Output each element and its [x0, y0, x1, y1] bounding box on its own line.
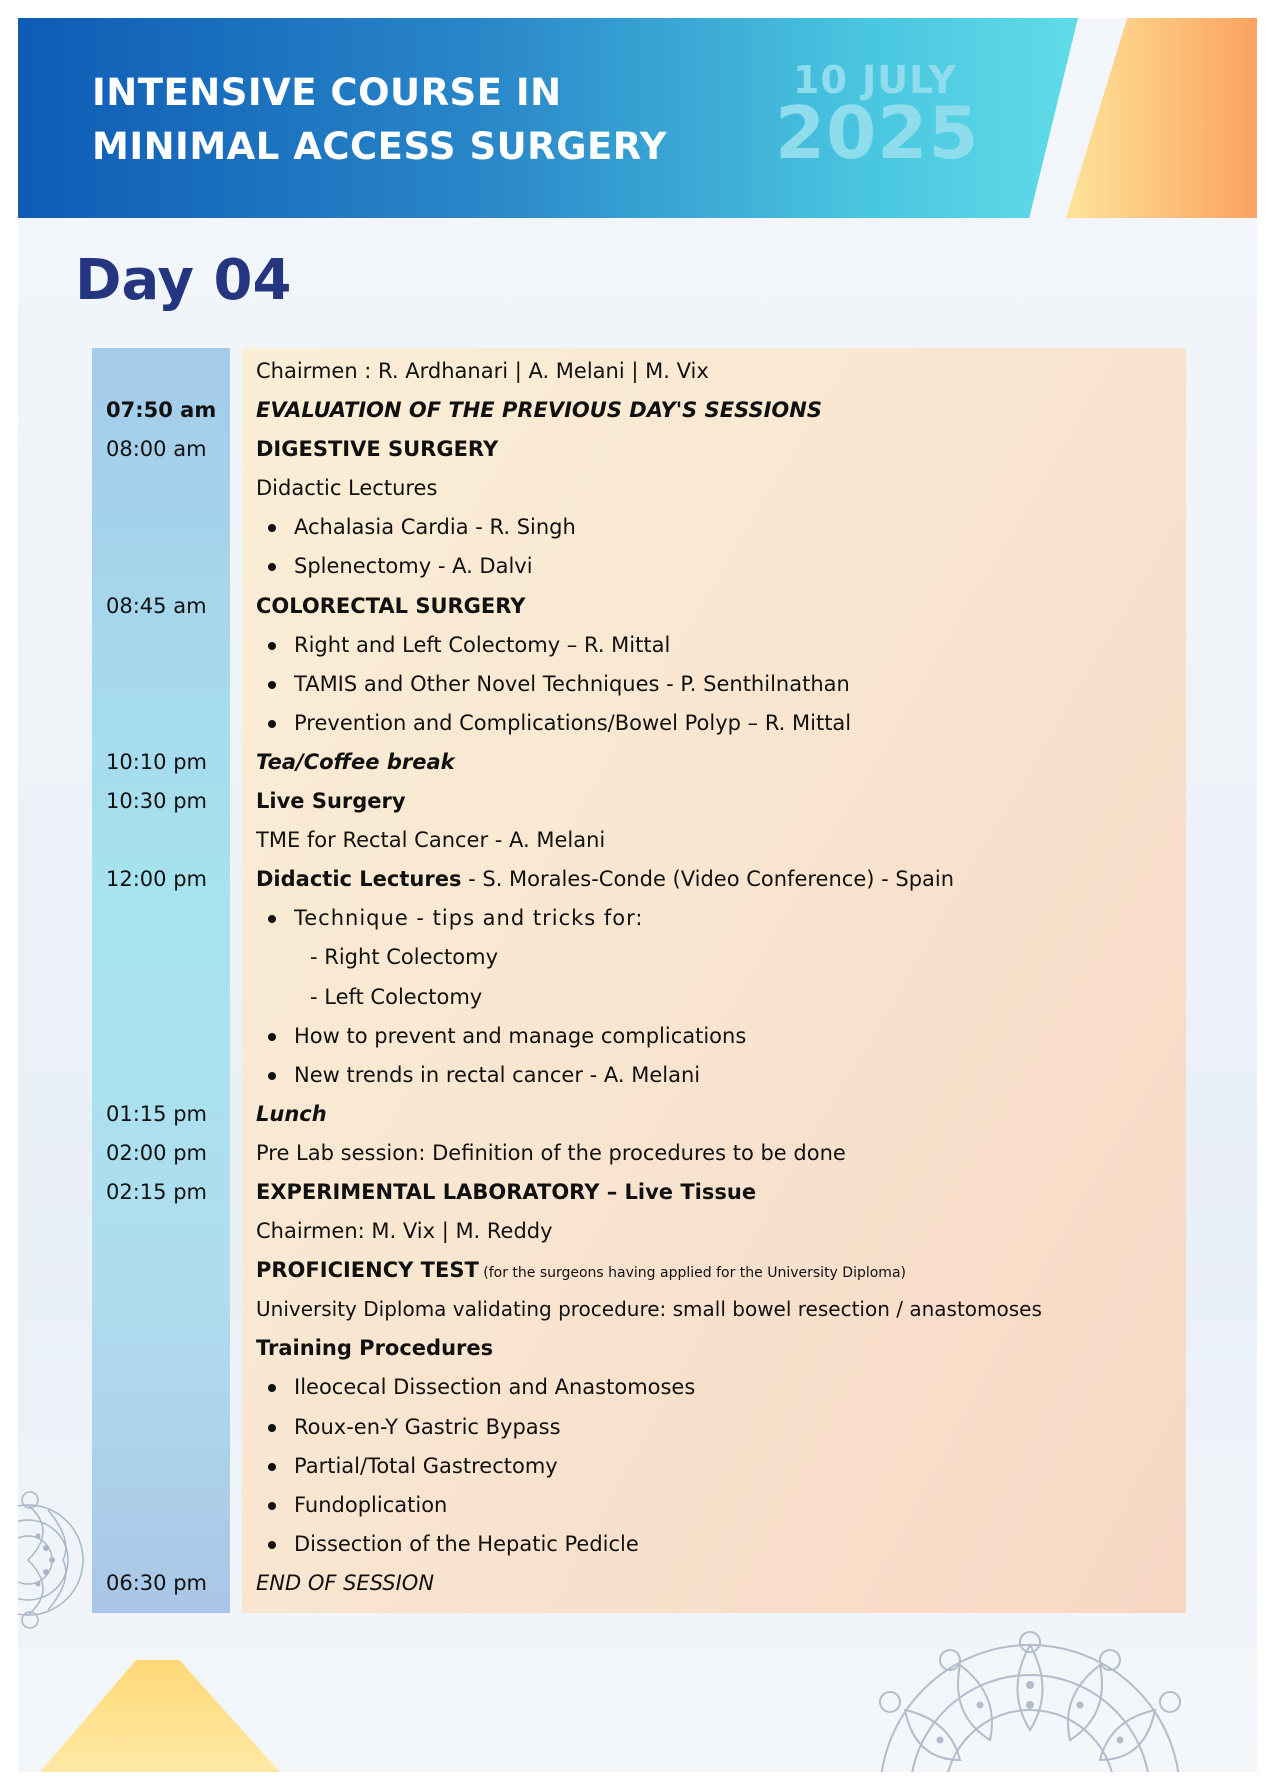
lecture-item: Roux-en-Y Gastric Bypass	[294, 1414, 561, 1439]
lecture-item: New trends in rectal cancer - A. Melani	[294, 1062, 701, 1087]
lecture-item: Ileocecal Dissection and Anastomoses	[294, 1375, 696, 1400]
session-note: (for the surgeons having applied for the University Diploma)	[478, 1265, 906, 1282]
session-title: DIGESTIVE SURGERY	[256, 437, 499, 462]
lecture-item: TAMIS and Other Novel Techniques - P. Senthilnathan	[294, 671, 850, 696]
schedule-row	[92, 821, 1192, 860]
row-time: 12:00 pm	[106, 867, 207, 892]
schedule-row	[92, 899, 1192, 938]
schedule-row	[92, 1329, 1192, 1368]
session-title: EVALUATION OF THE PREVIOUS DAY'S SESSIONS	[256, 398, 822, 423]
course-title	[92, 66, 732, 174]
session-title: Training Procedures	[256, 1336, 494, 1361]
lecture-subitem: - Left Colectomy	[310, 984, 483, 1009]
bullet-icon	[268, 681, 276, 689]
chairmen-text: Chairmen : R. Ardhanari | A. Melani | M. Vix	[256, 359, 709, 383]
bullet-icon	[268, 1502, 276, 1510]
lecture-item: Achalasia Cardia - R. Singh	[294, 515, 576, 540]
bullet-icon	[268, 720, 276, 728]
lecture-item: Prevention and Complications/Bowel Polyp – R. Mittal	[294, 710, 852, 735]
schedule-row	[92, 1134, 1192, 1173]
session-subtitle: TME for Rectal Cancer - A. Melani	[256, 828, 606, 853]
schedule-row	[92, 704, 1192, 743]
schedule-row	[92, 978, 1192, 1017]
schedule-row	[92, 860, 1192, 899]
lecture-item: How to prevent and manage complications	[294, 1023, 747, 1048]
schedule-row	[92, 1486, 1192, 1525]
session-title: EXPERIMENTAL LABORATORY – Live Tissue	[256, 1179, 757, 1204]
course-date	[775, 58, 980, 175]
session-end: END OF SESSION	[256, 1570, 435, 1595]
row-time: 02:15 pm	[106, 1179, 207, 1204]
row-time: 08:45 am	[106, 593, 207, 618]
schedule-row	[92, 1368, 1192, 1407]
schedule-row	[92, 1290, 1192, 1329]
schedule-row	[92, 587, 1192, 626]
schedule-row	[92, 391, 1192, 430]
bullet-icon	[268, 1384, 276, 1392]
session-title: Didactic Lectures	[256, 867, 462, 892]
course-title-line2: MINIMAL ACCESS SURGERY	[92, 125, 668, 168]
bullet-icon	[268, 1463, 276, 1471]
row-time: 01:15 pm	[106, 1101, 207, 1126]
schedule-row	[92, 430, 1192, 469]
row-time: 07:50 am	[106, 398, 217, 423]
bullet-icon	[268, 563, 276, 571]
day-heading: Day 04	[75, 248, 292, 313]
session-line	[256, 1251, 906, 1293]
schedule-table	[92, 352, 1192, 1603]
schedule-row	[92, 665, 1192, 704]
break-title: Tea/Coffee break	[256, 749, 455, 774]
row-time: 02:00 pm	[106, 1140, 207, 1165]
bullet-icon	[268, 1541, 276, 1549]
schedule-row	[92, 508, 1192, 547]
session-line	[256, 860, 954, 899]
schedule-row	[92, 1525, 1192, 1564]
schedule-row	[92, 1056, 1192, 1095]
bullet-icon	[268, 915, 276, 923]
row-time: 08:00 am	[106, 437, 207, 462]
session-subtitle: Didactic Lectures	[256, 476, 438, 501]
lecture-item: Fundoplication	[294, 1492, 448, 1517]
session-speaker: - S. Morales-Conde (Video Conference) - Spain	[461, 867, 955, 892]
date-day-month: 10 JULY	[793, 58, 957, 102]
bullet-icon	[268, 1424, 276, 1432]
schedule-row	[92, 1173, 1192, 1212]
session-title: PROFICIENCY TEST	[256, 1258, 479, 1283]
schedule-row	[92, 1408, 1192, 1447]
schedule-row	[92, 1564, 1192, 1603]
bullet-icon	[268, 642, 276, 650]
schedule-row	[92, 1017, 1192, 1056]
schedule-row	[92, 626, 1192, 665]
mandala-ornament-left	[18, 1470, 88, 1650]
break-title: Lunch	[256, 1101, 327, 1126]
schedule-row	[92, 469, 1192, 508]
lecture-item: Splenectomy - A. Dalvi	[294, 554, 533, 579]
chairmen-text: Chairmen: M. Vix | M. Reddy	[256, 1219, 553, 1244]
lecture-item: Partial/Total Gastrectomy	[294, 1453, 558, 1478]
schedule-row	[92, 743, 1192, 782]
bullet-icon	[268, 1033, 276, 1041]
schedule-row	[92, 547, 1192, 586]
schedule-row	[92, 1095, 1192, 1134]
schedule-row	[92, 938, 1192, 977]
session-title: COLORECTAL SURGERY	[256, 593, 526, 618]
mandala-ornament-right	[850, 1630, 1210, 1772]
course-title-line1: INTENSIVE COURSE IN	[92, 71, 562, 114]
row-time: 10:10 pm	[106, 749, 207, 774]
lecture-item: Technique - tips and tricks for:	[294, 906, 644, 931]
row-time: 10:30 pm	[106, 789, 207, 814]
schedule-row	[92, 782, 1192, 821]
lecture-item: Dissection of the Hepatic Pedicle	[294, 1531, 639, 1556]
date-year: 2025	[775, 91, 980, 175]
bullet-icon	[268, 524, 276, 532]
lecture-item: Right and Left Colectomy – R. Mittal	[294, 632, 671, 657]
row-time: 06:30 pm	[106, 1570, 207, 1595]
schedule-row	[92, 352, 1192, 391]
session-title: Live Surgery	[256, 789, 406, 814]
lecture-subitem: - Right Colectomy	[310, 945, 499, 970]
session-title: Pre Lab session: Definition of the procedures to be done	[256, 1140, 846, 1165]
schedule-row	[92, 1447, 1192, 1486]
schedule-row	[92, 1212, 1192, 1251]
schedule-row	[92, 1251, 1192, 1290]
bullet-icon	[268, 1072, 276, 1080]
session-subtitle: University Diploma validating procedure: small bowel resection / anastomoses	[256, 1297, 1042, 1322]
